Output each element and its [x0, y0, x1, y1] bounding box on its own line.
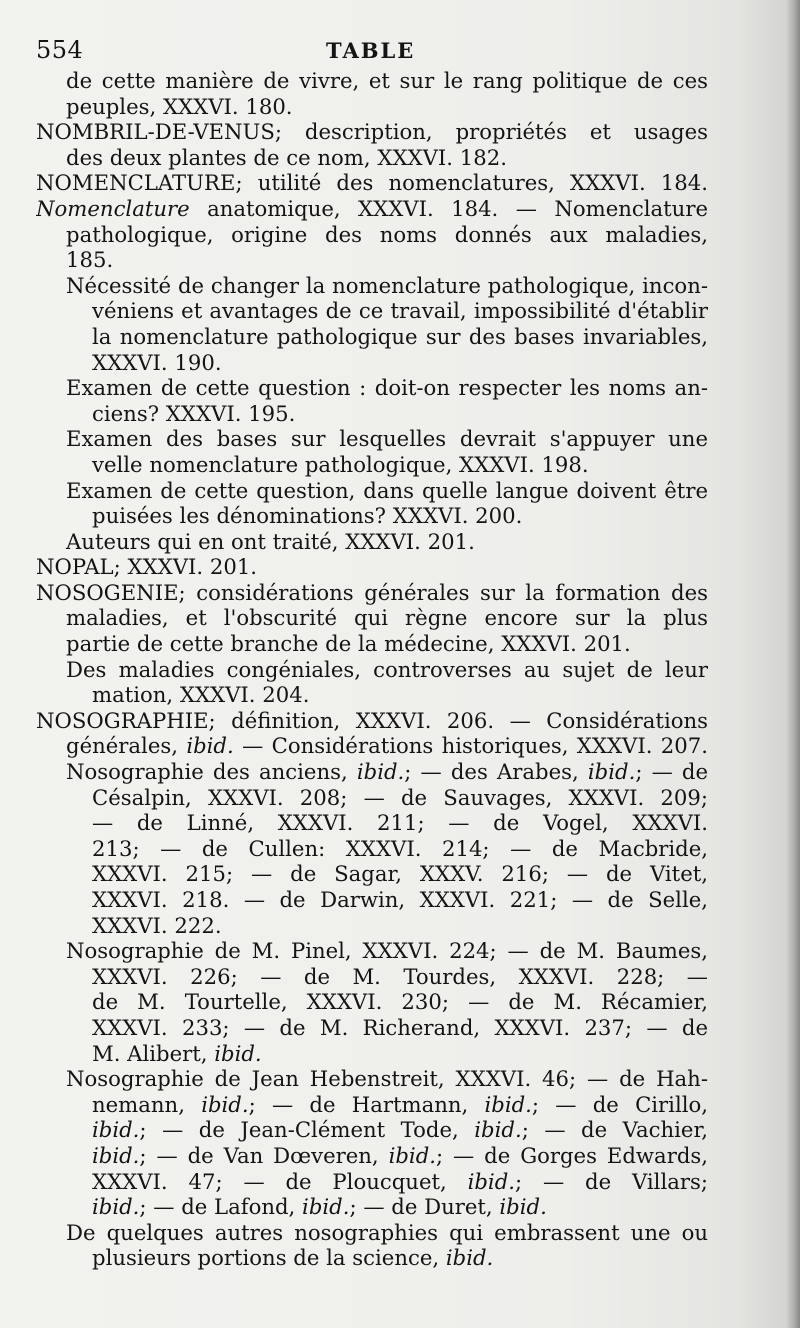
index-line: ciens? XXXVI. 195. [92, 400, 296, 426]
index-line: Césalpin, XXXVI. 208; — de Sauvages, XXXVI. 209; [92, 784, 708, 810]
index-line: NOPAL; XXXVI. 201. [36, 554, 258, 580]
index-line: Nosographie des anciens, ibid.; — des Arabes, ibid.; — de [66, 759, 708, 785]
index-line: pathologique, origine des noms donnés aux maladies, [66, 221, 708, 247]
index-line: Auteurs qui en ont traité, XXXVI. 201. [66, 528, 475, 554]
index-text [36, 68, 708, 1271]
index-line: Nosographie de M. Pinel, XXXVI. 224; — de M. Baumes, [66, 938, 708, 964]
page-number: 554 [36, 36, 84, 64]
index-line: NOSOGRAPHIE; définition, XXXVI. 206. — Considérations [36, 707, 708, 733]
index-line: — de Linné, XXXVI. 211; — de Vogel, XXXVI. [92, 810, 708, 836]
index-line: XXXVI. 215; — de Sagar, XXXV. 216; — de Vitet, [92, 861, 708, 887]
index-line: Examen de cette question, dans quelle langue doivent être [66, 477, 708, 503]
index-line: XXXVI. 218. — de Darwin, XXXVI. 221; — de Selle, [92, 887, 708, 912]
index-line: Nécessité de changer la nomenclature pathologique, incon- [66, 272, 708, 298]
index-line: de M. Tourtelle, XXXVI. 230; — de M. Récamier, [92, 989, 708, 1015]
index-line: nemann, ibid.; — de Hartmann, ibid.; — de Cirillo, [92, 1091, 708, 1117]
index-line: partie de cette branche de la médecine, XXXVI. 201. [66, 631, 631, 657]
index-line: Examen des bases sur lesquelles devrait s'appuyer une [66, 426, 708, 452]
index-line: 185. [66, 247, 114, 273]
index-line: puisées les dénominations? XXXVI. 200. [92, 503, 523, 529]
index-line: de cette manière de vivre, et sur le rang politique de ces [66, 68, 708, 93]
index-line: peuples, XXXVI. 180. [66, 93, 293, 119]
index-line: XXXVI. 190. [92, 349, 222, 375]
index-line: NOMENCLATURE; utilité des nomenclatures, XXXVI. 184. [36, 170, 708, 196]
index-line: ibid.; — de Jean-Clément Tode, ibid.; — de Vachier, [92, 1117, 708, 1143]
index-line: plusieurs portions de la science, ibid. [92, 1245, 494, 1271]
page-edge-shadow [786, 0, 800, 1328]
index-line: Nomenclature anatomique, XXXVI. 184. — Nomenclature [36, 195, 708, 221]
index-line: générales, ibid. — Considérations historiques, XXXVI. 207. [66, 733, 708, 759]
index-line: Examen de cette question : doit-on respecter les noms an- [66, 375, 708, 401]
index-line: maladies, et l'obscurité qui règne encore sur la plus [66, 605, 708, 631]
index-line: De quelques autres nosographies qui embrassent une ou [66, 1219, 708, 1245]
index-line: mation, XXXVI. 204. [92, 682, 310, 708]
index-line: XXXVI. 233; — de M. Richerand, XXXVI. 237; — de [92, 1014, 708, 1040]
index-line: la nomenclature pathologique sur des bases invariables, [92, 323, 708, 349]
index-line: NOSOGENIE; considérations générales sur la formation des [36, 579, 708, 605]
index-line: véniens et avantages de ce travail, impossibilité d'établir [92, 298, 708, 324]
index-line: des deux plantes de ce nom, XXXVI. 182. [66, 144, 507, 170]
index-line: velle nomenclature pathologique, XXXVI. 198. [92, 451, 589, 477]
index-line: Des maladies congéniales, controverses au sujet de leur [66, 656, 708, 682]
index-line: NOMBRIL-DE-VENUS; description, propriétés et usages [36, 119, 708, 145]
page-header [36, 36, 776, 70]
index-line: XXXVI. 226; — de M. Tourdes, XXXVI. 228; — [92, 963, 708, 989]
index-line: ibid.; — de Lafond, ibid.; — de Duret, ibid. [92, 1194, 547, 1220]
index-line: XXXVI. 222. [92, 912, 222, 938]
index-line: Nosographie de Jean Hebenstreit, XXXVI. 46; — de Hah- [66, 1066, 708, 1092]
running-title: TABLE [326, 38, 416, 63]
index-line: ibid.; — de Van Dœveren, ibid.; — de Gorges Edwards, [92, 1142, 708, 1168]
index-line: 213; — de Cullen: XXXVI. 214; — de Macbride, [92, 835, 708, 861]
index-line: M. Alibert, ibid. [92, 1040, 262, 1066]
index-line: XXXVI. 47; — de Ploucquet, ibid.; — de Villars; [92, 1168, 708, 1194]
